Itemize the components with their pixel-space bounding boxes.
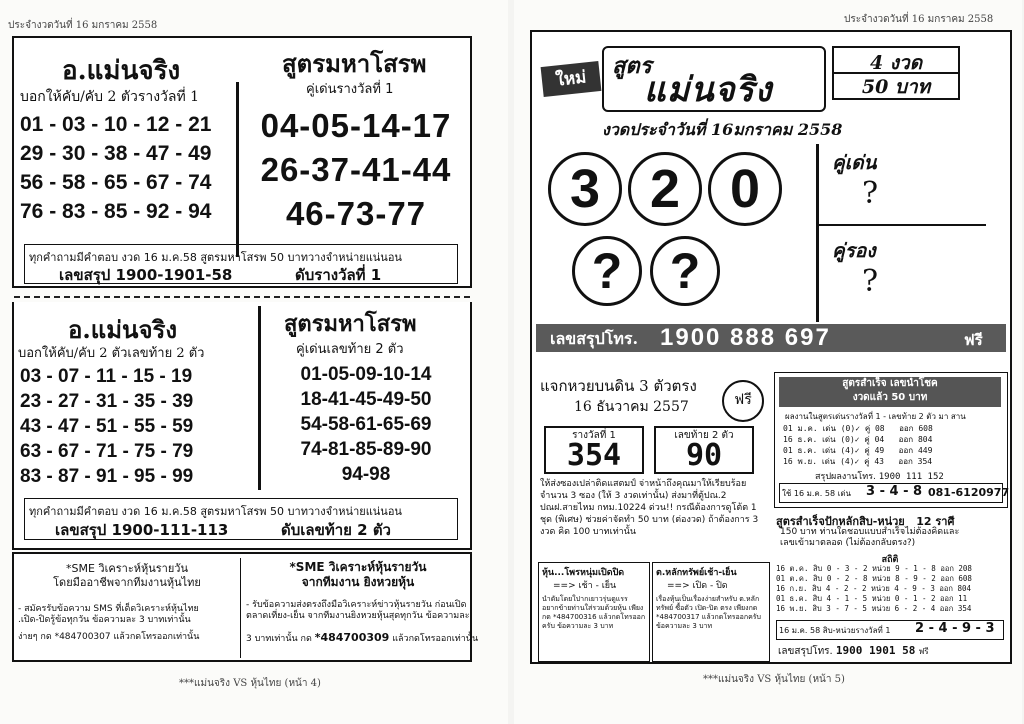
- stats-row: 16 ธ.ค. เด่น (0)✓ คู่ 04 ออก 804: [783, 435, 933, 444]
- top-subtitle: บอกให้คับ/คับ 2 ตัวรางวัลที่ 1: [20, 89, 200, 105]
- giveaway-text: ให้ส่งซองเปล่าติดแสตมป์ จ่าหน้าถึงคุณมาให้เรียบร้อย จำนวน 3 ซอง (ให้ 3 งวดเท่านั้น) ส่งมาที่ตู้ปณ.2 ปณฝ.สายไหม กทม.10224 ด่วน!! กรณีต้องการดูโต้ต 1 ชุด (พิเศษ) ช่วยค่าจัดทำ 50 บาท (ต่องวด) ถ้าต้องการ 3 งวด คิด 100 บาทเท่านั้น: [540, 479, 759, 537]
- bottom-number-list: [20, 364, 193, 489]
- sms-left-line: .เปิด-ปิดรู้ข้อทุกวัน ข้อความละ 3 บาทเท่านั้น: [18, 615, 191, 625]
- unknown-circle: ?: [650, 236, 720, 306]
- bottom-formula-sub: คู่เด่นเลขท้าย 2 ตัว: [296, 342, 404, 357]
- sms-right-body: [246, 600, 479, 645]
- formula-row: 54-58-61-65-69: [300, 414, 432, 435]
- sms-left-line: ง่ายๆ กด *484700307 แล้วกดโทรออกเท่านั้น: [18, 632, 200, 642]
- bottom-summary: เลขสรุป 1900-111-113: [55, 521, 229, 539]
- bottom-summary-box: [24, 498, 458, 540]
- success-desc: [780, 527, 959, 549]
- last2-box: [654, 426, 754, 474]
- hotline-label: เลขสรุปโทร.: [550, 329, 639, 348]
- right-footer: ***แม่นจริง VS หุ้นไทย (หน้า 5): [703, 674, 845, 685]
- hotline-free: ฟรี: [964, 331, 983, 349]
- formula-row: 94-98: [341, 464, 391, 485]
- stats-banner-line: สูตรสำเร็จ เลขนำโชค: [842, 378, 938, 389]
- pair-separator: [816, 224, 986, 226]
- ad-left-body: นำดัมโดยใปากเยาวรุ่นดูแรร อยากข้ายท่านใส่รวมด้วยหุ้น เพียงกด *484700316 แล้วกดโทรออกครับ ข้อความละ 3 บาท: [542, 595, 646, 630]
- formula-row: 18-41-45-49-50: [300, 389, 432, 410]
- right-panel: [530, 30, 1012, 664]
- formula-row: 74-81-85-89-90: [300, 439, 432, 460]
- left-page-header: ประจำงวดวันที่ 16 มกราคม 2558: [8, 20, 158, 31]
- success-row: 16 พ.ย. สิบ 3 - 7 - 5 หน่วย 6 - 2 - 4 ออก 354: [776, 604, 972, 613]
- bottom-note: ทุกคำถามมีคำตอบ งวด 16 ม.ค.58 สูตรมหาโสรพ 50 บาทวางจำหน่ายแน่นอน: [29, 505, 402, 518]
- success-line: เลขเข้ามาตลอด (ไม่ต้องกลับตรง?): [780, 538, 916, 548]
- sms-left-body: [18, 604, 238, 643]
- sms-left: [18, 562, 236, 590]
- pair-divider: [816, 144, 819, 322]
- sms-left-title: *SME วิเคราะห์หุ้นรายวัน: [66, 562, 188, 575]
- prize1-value: 354: [566, 438, 622, 473]
- left-page: [0, 0, 508, 724]
- new-badge: ใหม่: [541, 61, 602, 97]
- hotline-number: 1900 888 697: [660, 324, 831, 351]
- stats-row: 16 พ.ย. เด่น (4)✓ คู่ 43 ออก 354: [783, 457, 933, 466]
- pair-sub-value: ?: [862, 264, 879, 299]
- hotline-bar: [536, 324, 1006, 352]
- stats-summary-value: 1900 111 152: [878, 472, 944, 482]
- stats-banner-line: งวดแล้ว 50 บาท: [852, 392, 928, 403]
- sms-right-line: ตลาดเที่ยง-เย็น จากทีมงานยิงหวยหุ้นสุดทุกวัน ข้อความละ: [246, 611, 470, 621]
- bottom-number-row: 43 - 47 - 51 - 55 - 59: [20, 416, 194, 437]
- sms-right-line: - รับข้อความส่งตรงถึงมือวิเคราะห์ข่าวหุ้นรายวัน ก่อนเปิด: [246, 600, 467, 610]
- top-number-row: 29 - 30 - 38 - 47 - 49: [20, 142, 212, 165]
- prize1-box: [544, 426, 644, 474]
- bottom-number-row: 23 - 27 - 31 - 35 - 39: [20, 391, 194, 412]
- stats-row: 01 ธ.ค. เด่น (4)✓ คู่ 49 ออก 449: [783, 446, 933, 455]
- sms-right-post: แล้วกดโทรออกเท่านั้น: [392, 634, 479, 644]
- sms-left-title2: โดยมืออาชีพจากทีมงานหุ้นไทย: [53, 576, 201, 589]
- top-formula-sub: คู่เด่นรางวัลที่ 1: [306, 82, 394, 97]
- stats-summary-label: สรุปผลงานโทร.: [815, 472, 876, 482]
- success-hotline-free: ฟรี: [918, 647, 929, 656]
- sms-panel: [12, 552, 479, 662]
- success-use-value: 2 - 4 - 9 - 3: [915, 621, 995, 636]
- success-use-label: 16 ม.ค. 58 สิบ-หน่วยรางวัลที่ 1: [779, 626, 891, 635]
- success-box: [774, 510, 1006, 662]
- digit-circle: 0: [708, 152, 782, 226]
- brand-name: แม่นจริง: [644, 70, 773, 110]
- right-page-header: ประจำงวดวันที่ 16 มกราคม 2558: [844, 14, 994, 25]
- giveaway-date: 16 ธันวาคม 2557: [574, 399, 689, 415]
- stats-phone: 081-6120977: [928, 486, 1010, 499]
- bottom-panel: [12, 302, 472, 550]
- top-formula-list: [240, 104, 472, 236]
- last2-value: 90: [685, 438, 723, 473]
- stats-table: [783, 423, 999, 467]
- top-panel: [12, 36, 472, 288]
- stats-banner: [779, 377, 1001, 407]
- left-footer: ***แม่นจริง VS หุ้นไทย (หน้า 4): [179, 678, 321, 689]
- success-count: 12 ราศี: [916, 515, 955, 528]
- sms-right-title: *SME วิเคราะห์หุ้นรายวัน: [289, 560, 427, 574]
- sms-left-line: - สมัครรับข้อความ SMS ที่เด็ดวิเคราะห์หุ้นไทย: [18, 604, 199, 614]
- ad-left: [538, 562, 650, 662]
- price-line1: 4 งวด: [834, 48, 958, 74]
- top-note: ทุกคำถามมีคำตอบ งวด 16 ม.ค.58 สูตรมหาโสรพ 50 บาทวางจำหน่ายแน่นอน: [29, 251, 402, 264]
- unknown-circle: ?: [572, 236, 642, 306]
- success-hotline-value: 1900 1901 58: [835, 644, 916, 657]
- success-use-box: [776, 620, 1004, 640]
- sms-right: [246, 560, 470, 590]
- top-summary-box: [24, 244, 458, 284]
- pair-sub-label: คู่รอง: [832, 240, 876, 262]
- top-formula-title: สูตรมหาโสรพ: [282, 49, 427, 78]
- formula-row: 04-05-14-17: [260, 107, 452, 144]
- price-box: [832, 46, 960, 100]
- price-line2: 50 บาท: [861, 76, 931, 98]
- sms-right-title2: จากทีมงาน ยิงหวยหุ้น: [301, 575, 415, 589]
- digit-circle: 2: [628, 152, 702, 226]
- top-number-row: 76 - 83 - 85 - 92 - 94: [20, 200, 212, 223]
- bottom-number-row: 83 - 87 - 91 - 95 - 99: [20, 466, 194, 487]
- stats-summary: [815, 469, 944, 483]
- draw-date: งวดประจำวันที่ 16มกราคม 2558: [602, 120, 843, 139]
- stats-caption: ผลงานในสูตรเด่นรางวัลที่ 1 - เลขท้าย 2 ตัว มา สาน: [785, 412, 966, 421]
- stats-row: 01 ม.ค. เด่น (0)✓ คู่ 08 ออก 608: [783, 424, 933, 433]
- top-summary-suffix: ดับรางวัลที่ 1: [295, 266, 382, 284]
- digit-circle: 3: [548, 152, 622, 226]
- ad-left-title: หุ้น...โพรหนุ่มเปิดปิด: [542, 568, 625, 578]
- pair-main-value: ?: [862, 176, 879, 211]
- sms-right-line: [246, 631, 479, 645]
- prize1-label: รางวัลที่ 1: [572, 430, 616, 441]
- success-row: 16 ต.ค. สิบ 0 - 3 - 2 หน่วย 9 - 1 - 8 ออก 208: [776, 564, 972, 573]
- brand-small: สูตร: [612, 53, 652, 79]
- success-row: 01 ธ.ค. สิบ 4 - 1 - 5 หน่วย 0 - 1 - 2 ออก 11: [776, 594, 968, 603]
- top-summary: เลขสรุป 1900-1901-58: [59, 266, 233, 284]
- ad-right-title: ต.หลักทรัพย์เช้า-เย็น: [656, 568, 737, 578]
- bottom-divider: [258, 306, 261, 490]
- success-hotline: [778, 644, 929, 659]
- bottom-number-row: 03 - 07 - 11 - 15 - 19: [20, 366, 193, 387]
- ad-right-sub: ==> เปิด - ปิด: [667, 581, 728, 591]
- top-author: อ.แม่นจริง: [62, 56, 181, 86]
- sms-divider: [240, 558, 241, 658]
- top-divider: [236, 82, 239, 257]
- success-table: [776, 564, 1004, 614]
- formula-row: 46-73-77: [285, 195, 427, 232]
- sms-right-code: *484700309: [314, 631, 390, 644]
- formula-row: 01-05-09-10-14: [300, 364, 432, 385]
- success-line: 150 บาท ท่านใดชอบแบบสำเร็จไม่ต้องคิดและ: [780, 527, 960, 537]
- success-row: 01 ต.ค. สิบ 0 - 2 - 8 หน่วย 8 - 9 - 2 ออก 608: [776, 574, 972, 583]
- success-title-text: สูตรสำเร็จปักหลักสิบ-หน่วย: [776, 515, 905, 528]
- success-heading: สถิติ: [881, 555, 899, 565]
- top-number-row: 01 - 03 - 10 - 12 - 21: [20, 113, 212, 136]
- top-number-row: 56 - 58 - 65 - 67 - 74: [20, 171, 212, 194]
- success-row: 16 ก.ย. สิบ 4 - 2 - 2 หน่วย 4 - 9 - 3 ออก 804: [776, 584, 971, 593]
- cut-line: [14, 296, 470, 298]
- bottom-number-row: 63 - 67 - 71 - 75 - 79: [20, 441, 194, 462]
- bottom-formula-title: สูตรมหาโสรพ: [284, 311, 417, 337]
- stats-code-box: [779, 483, 1010, 503]
- bottom-subtitle: บอกให้คับ/คับ 2 ตัวเลขท้าย 2 ตัว: [18, 346, 205, 361]
- last2-label: เลขท้าย 2 ตัว: [674, 430, 734, 441]
- top-number-list: [20, 110, 211, 226]
- ad-right-body: เรื่องหุ้นเป็นเรื่องง่ายสำหรับ ต.หลักทรัพย์ ซื้อตัว เปิด-ปิด ตรง เพียงกด *484700317 แล้วกดโทรออกครับ ข้อความละ 3 บาท: [656, 595, 761, 630]
- stats-box: [774, 372, 1008, 508]
- bottom-summary-suffix: ดับเลขท้าย 2 ตัว: [281, 521, 391, 539]
- stats-code-value: 3 - 4 - 8: [866, 484, 923, 499]
- bottom-formula-list: [262, 362, 470, 487]
- giveaway-free-badge: ฟรี: [722, 380, 764, 422]
- stats-code-label: ใช้ 16 ม.ค. 58 เด่น: [782, 489, 851, 498]
- formula-row: 26-37-41-44: [260, 151, 452, 188]
- right-page: [514, 0, 1022, 724]
- sms-right-pre: 3 บาทเท่านั้น กด: [246, 634, 312, 644]
- pair-main-label: คู่เด่น: [832, 152, 877, 174]
- giveaway-title: แจกหวยบนดิน 3 ตัวตรง: [540, 377, 697, 395]
- brand-box: [602, 46, 826, 112]
- ad-left-sub: ==> เช้า - เย็น: [553, 581, 617, 591]
- bottom-author: อ.แม่นจริง: [68, 315, 178, 344]
- ad-right: [652, 562, 770, 662]
- success-hotline-label: เลขสรุปโทร.: [778, 646, 833, 657]
